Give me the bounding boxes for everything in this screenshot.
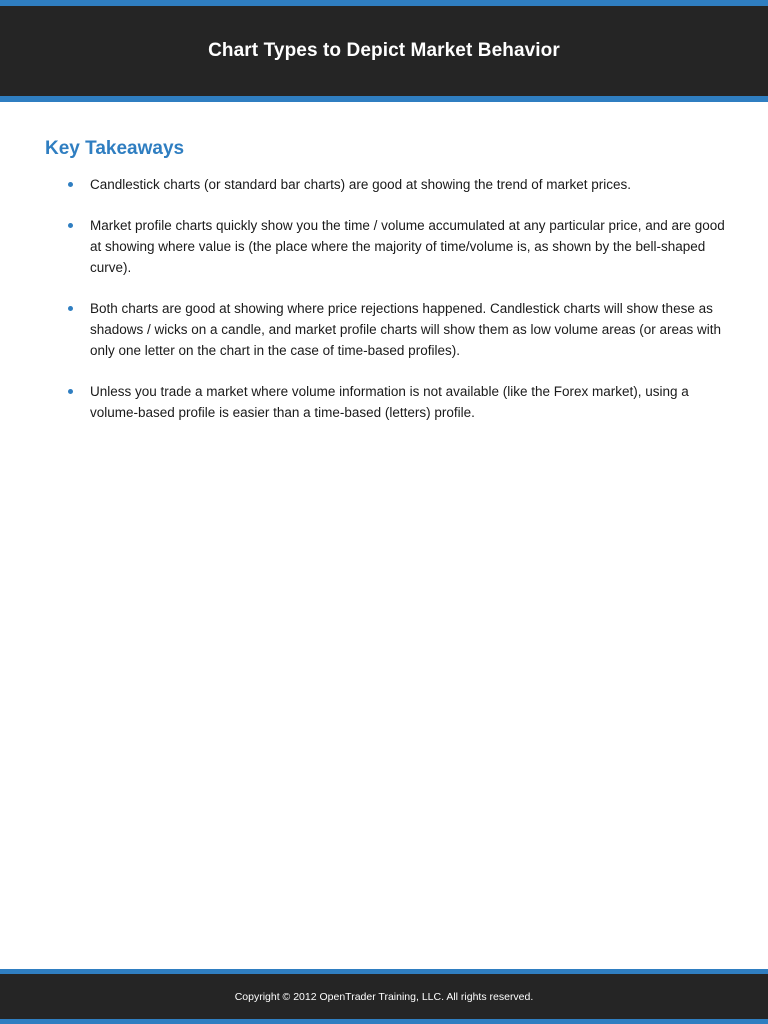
list-item-text: Market profile charts quickly show you the time / volume accumulated at any particular price, and are good at showing where value is (the place where the majority of time/volume is, as shown by the bell-shaped curve). xyxy=(90,218,725,275)
page-footer xyxy=(0,969,768,1024)
takeaways-list xyxy=(45,174,730,423)
list-item xyxy=(45,298,730,361)
section-heading: Key Takeaways xyxy=(45,138,185,159)
list-item-text: Unless you trade a market where volume information is not available (like the Forex market), using a volume-based profile is easier than a time-based (letters) profile. xyxy=(90,384,689,420)
bullet-icon xyxy=(68,306,73,311)
page-title: Chart Types to Depict Market Behavior xyxy=(208,40,560,61)
list-item-text: Both charts are good at showing where price rejections happened. Candlestick charts will show these as shadows / wicks on a candle, and market profile charts will show them as low volume areas (or areas with only one letter on the chart in the case of time-based profiles). xyxy=(90,301,722,358)
bullet-icon xyxy=(68,389,73,394)
list-item xyxy=(45,215,730,278)
bullet-icon xyxy=(68,182,73,187)
list-item xyxy=(45,381,730,423)
list-item-text: Candlestick charts (or standard bar charts) are good at showing the trend of market prices. xyxy=(90,177,632,192)
list-item xyxy=(45,174,730,195)
copyright-text: Copyright © 2012 OpenTrader Training, LLC. All rights reserved. xyxy=(234,990,534,1003)
main-content xyxy=(45,138,730,443)
bullet-icon xyxy=(68,223,73,228)
page-header xyxy=(0,0,768,102)
